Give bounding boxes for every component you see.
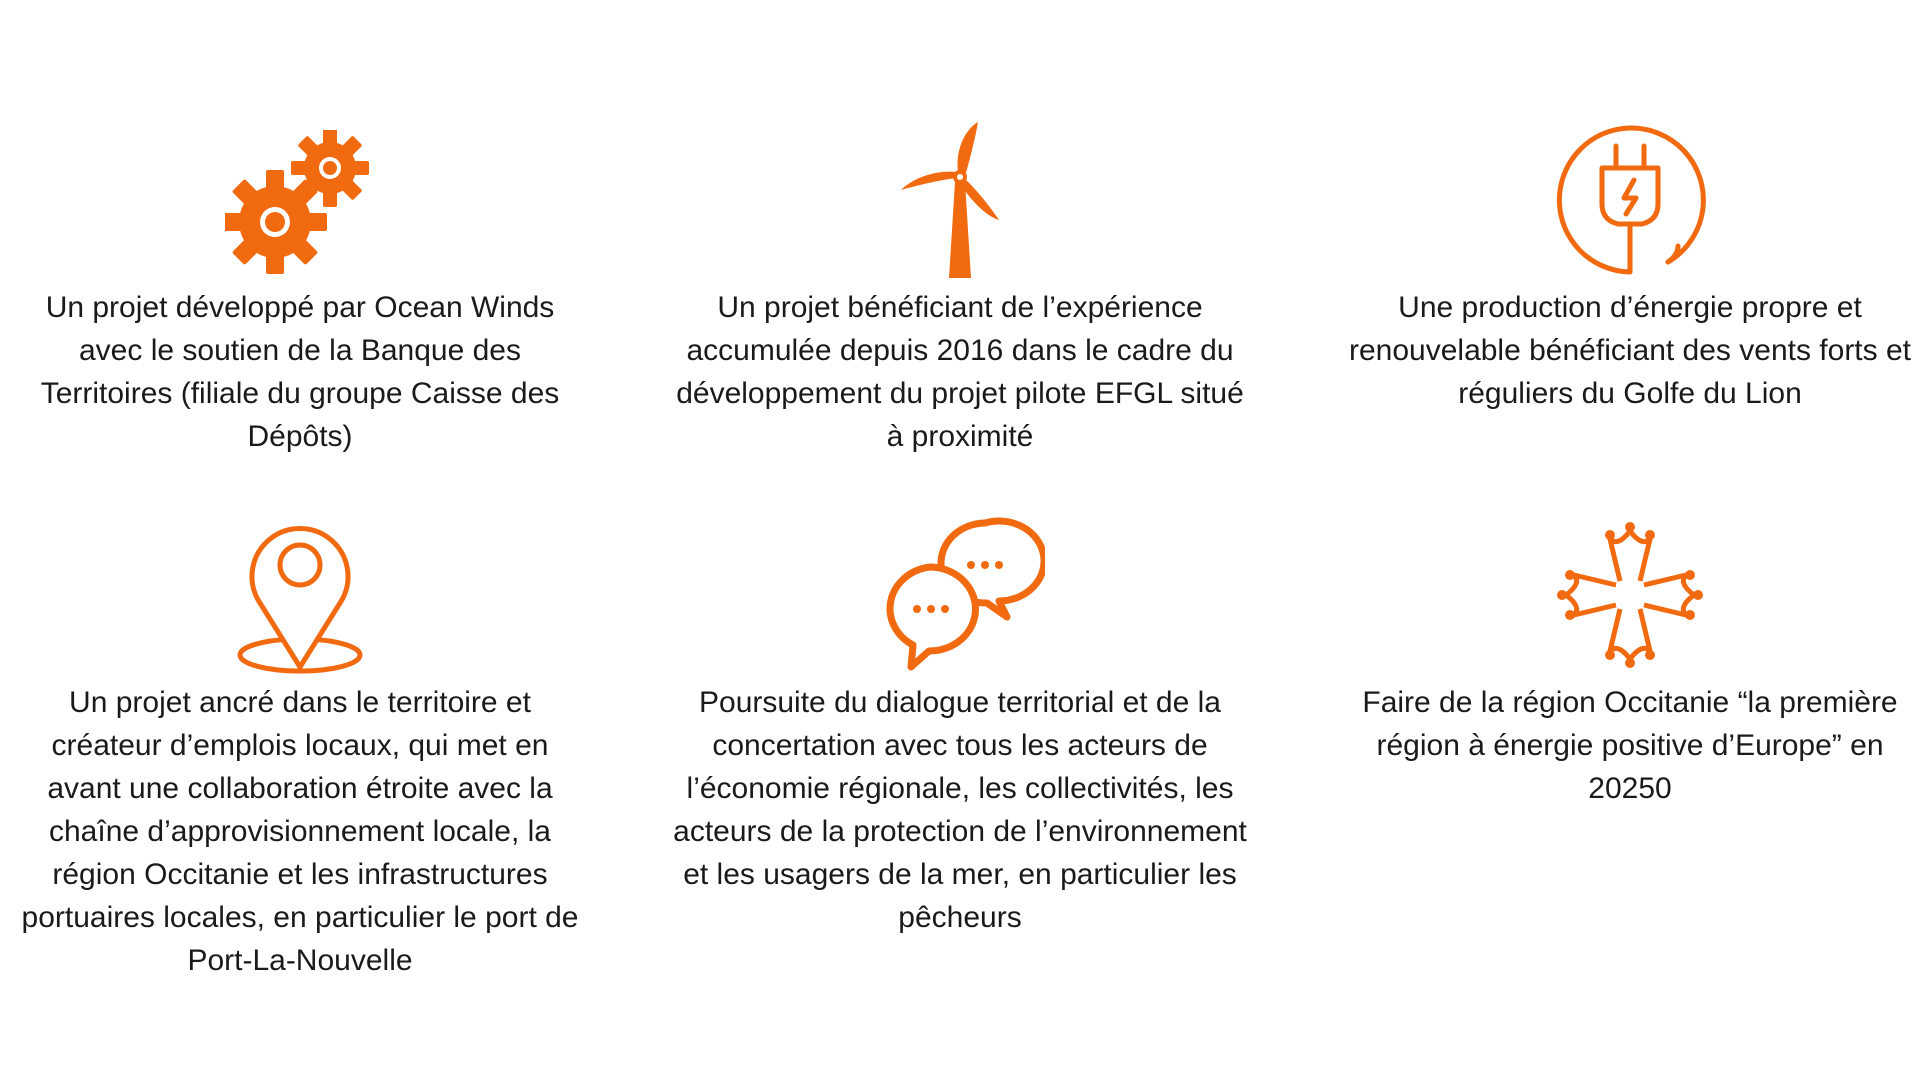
feature-card-clean-energy <box>1330 110 1920 415</box>
location-pin-icon <box>230 515 370 675</box>
feature-card-developer <box>0 110 600 458</box>
gears-icon <box>225 130 375 280</box>
power-plug-icon <box>1550 120 1710 280</box>
feature-text: Faire de la région Occitanie “la première région à énergie positive d’Europe” en 20250 <box>1362 686 1898 805</box>
chat-bubbles-icon <box>875 515 1045 675</box>
feature-card-dialogue <box>660 505 1260 939</box>
wind-turbine-icon <box>895 120 1025 280</box>
feature-text: Un projet bénéficiant de l’expérience accumulée depuis 2016 dans le cadre du développement du projet pilote EFGL situé à proximité <box>676 291 1244 453</box>
feature-card-local-anchor <box>0 505 600 982</box>
feature-text: Un projet développé par Ocean Winds avec le soutien de la Banque des Territoires (filiale du groupe Caisse des Dépôts) <box>40 291 560 453</box>
feature-text: Un projet ancré dans le territoire et créateur d’emplois locaux, qui met en avant une collaboration étroite avec la chaîne d’approvisionnement locale, la région Occitanie et les infrastructures portuaires locales, en particulier le port de Port-La-Nouvelle <box>21 686 579 977</box>
feature-card-experience <box>660 110 1260 458</box>
feature-text: Une production d’énergie propre et renouvelable bénéficiant des vents forts et réguliers du Golfe du Lion <box>1348 291 1912 410</box>
occitan-cross-icon <box>1550 515 1710 675</box>
feature-card-occitanie <box>1330 505 1920 810</box>
feature-text: Poursuite du dialogue territorial et de la concertation avec tous les acteurs de l’économie régionale, les collectivités, les acteurs de la protection de l’environnement et les usagers de la mer, en particulier les pêcheurs <box>673 686 1247 934</box>
